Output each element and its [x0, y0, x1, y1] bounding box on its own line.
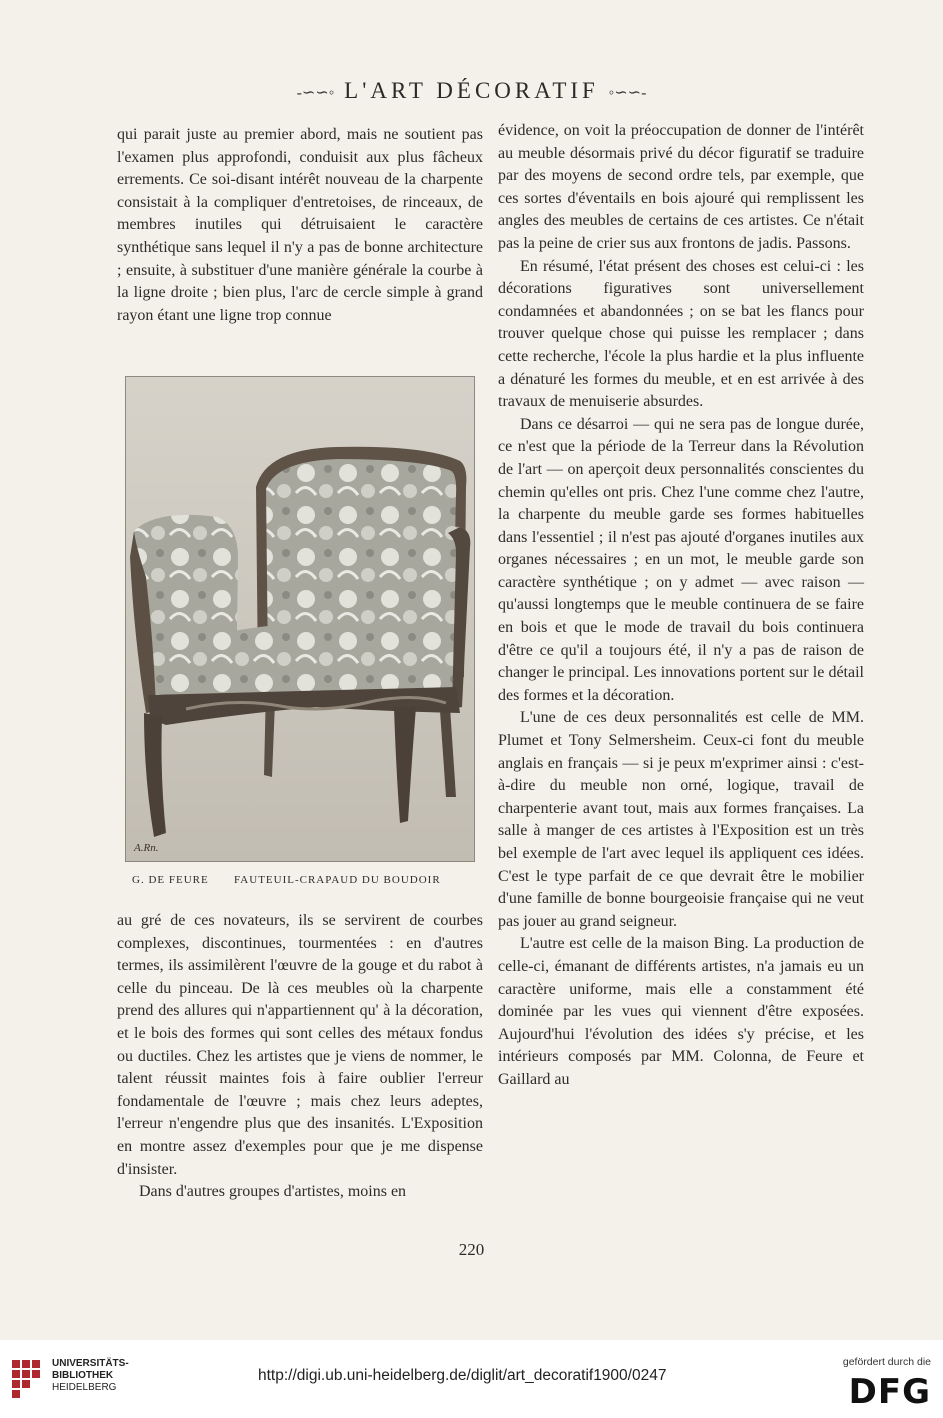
funded-by-label: gefördert durch die	[842, 1356, 931, 1368]
page-number: 220	[458, 1240, 485, 1259]
photo-signature: A.Rn.	[134, 842, 159, 854]
library-name-line3: HEIDELBERG	[52, 1382, 117, 1393]
library-name-line1: UNIVERSITÄTS-	[52, 1358, 129, 1369]
digitization-footer	[0, 1340, 943, 1418]
paragraph: Dans ce désarroi — qui ne sera pas de longue durée, ce n'est que la période de la Terreur dans la Révolution de l'art — on aperçoit deux personnalités conscientes du chemin qu'elles ont pris. Chez l'une comme chez l'autre, la charpente du meuble garde ses formes habituelles dans l'essentiel ; il n'est pas ajouté d'organes inutiles aux organes nécessaires ; en un mot, le meuble garde son caractère synthétique ; on y admet — avec raison — qu'aussi longtemps que le meuble continuera de se faire en bois et que le mode de travail du bois continuera d'être ce qu'il a toujours été, il n'y a pas de raison de changer le principal. Les innovations portent sur le détail des formes et la décoration.	[498, 415, 864, 704]
paragraph: L'autre est celle de la maison Bing. La production de celle-ci, émanant de différents artistes, n'a jamais eu un caractère uniforme, mais elle a constamment été dominée par les vues qui viennent d'être exposées. Aujourd'hui l'évolution des idées s'y précise, et les intérieurs composés par MM. Colonna, de Feure et Gaillard au	[498, 935, 864, 1088]
paragraph: évidence, on voit la préoccupation de donner de l'intérêt au meuble désormais privé du décor figuratif se traduire par des moyens de second ordre tels, par exemple, que ces sortes d'éventails en bois ajouré qui remplissent les angles des meubles de certains de ces artistes. Ce n'était pas la peine de crier sus aux frontons de jadis. Passons.	[498, 122, 864, 252]
library-name	[52, 1358, 129, 1394]
paragraph: qui parait juste au premier abord, mais ne soutient pas l'examen plus approfondi, conduisit aux plus fâcheux errements. Ce soi-disant intérêt nouveau de la charpente consistait à la compliquer d'entretoises, de rinceaux, de membres inutiles qui détruisaient le caractère synthétique sans lequel il n'y a pas de bonne architecture ; ensuite, à substituer d'une manière générale la courbe à la ligne droite ; bien plus, l'arc de cercle simple à grand rayon étant une ligne trop connue	[117, 126, 483, 324]
header-ornament-right: ◦∽∽-	[608, 84, 647, 102]
right-column-text	[498, 120, 864, 1092]
paragraph: au gré de ces novateurs, ils se servirent de courbes complexes, discontinues, tourmentées : en d'autres termes, ils assimilèrent l'œuvre de la gouge et du rabot à celle du pinceau. De là ces meubles où la charpente prend des allures qui n'appartiennent qu' à la décoration, et le bois des formes qui sont celles des métaux fondus ou ductiles. Chez les artistes que je viens de nommer, le talent réussit maintes fois à faire oublier l'erreur fondamentale de l'œuvre ; mais chez leurs adeptes, l'erreur n'engendre plus que des insanités. L'Exposition en montre assez d'exemples pour que je me dispense d'insister.	[117, 912, 483, 1178]
left-column-top-text	[117, 124, 483, 327]
header-title: L'ART DÉCORATIF	[344, 78, 599, 103]
source-url-link[interactable]: http://digi.ub.uni-heidelberg.de/diglit/art_decoratif1900/0247	[258, 1367, 667, 1384]
paragraph: Dans d'autres groupes d'artistes, moins en	[139, 1183, 407, 1201]
armchair-illustration	[126, 377, 474, 861]
left-column-bottom-text	[117, 910, 483, 1204]
header-ornament-left: -∽∽◦	[296, 84, 335, 102]
paragraph: L'une de ces deux personnalités est celle de MM. Plumet et Tony Selmersheim. Ceux-ci font du meuble anglais en français — si je peux m'exprimer ainsi : c'est-à-dire du meuble non orné, logique, travail de charpenterie avant tout, mais aux formes françaises. La salle à manger de ces artistes à l'Exposition est un très bel exemple de l'art avec lequel ils appliquent ces idées. C'est le type parfait de ce que devrait être le mobilier d'une famille de bonne bourgeoisie française qui ne veut pas jouer au grand seigneur.	[498, 709, 864, 930]
paragraph: En résumé, l'état présent des choses est celui-ci : les décorations figuratives sont universellement condamnées et abandonnées ; on se bat les flancs pour trouver quelque chose qui puisse les remplacer ; dans cette recherche, l'école la plus hardie et la plus influente a dénaturé les formes du meuble, et en est arrivée à des travaux de menuiserie absurdes.	[498, 257, 864, 411]
caption-artist: G. DE FEURE	[132, 874, 209, 886]
caption-title: FAUTEUIL-CRAPAUD DU BOUDOIR	[234, 874, 441, 886]
university-library-logo-icon	[10, 1354, 46, 1404]
chair-photograph	[125, 376, 475, 862]
dfg-logo: DFG	[848, 1372, 931, 1412]
library-name-line2: BIBLIOTHEK	[52, 1370, 114, 1381]
running-header	[0, 78, 943, 104]
